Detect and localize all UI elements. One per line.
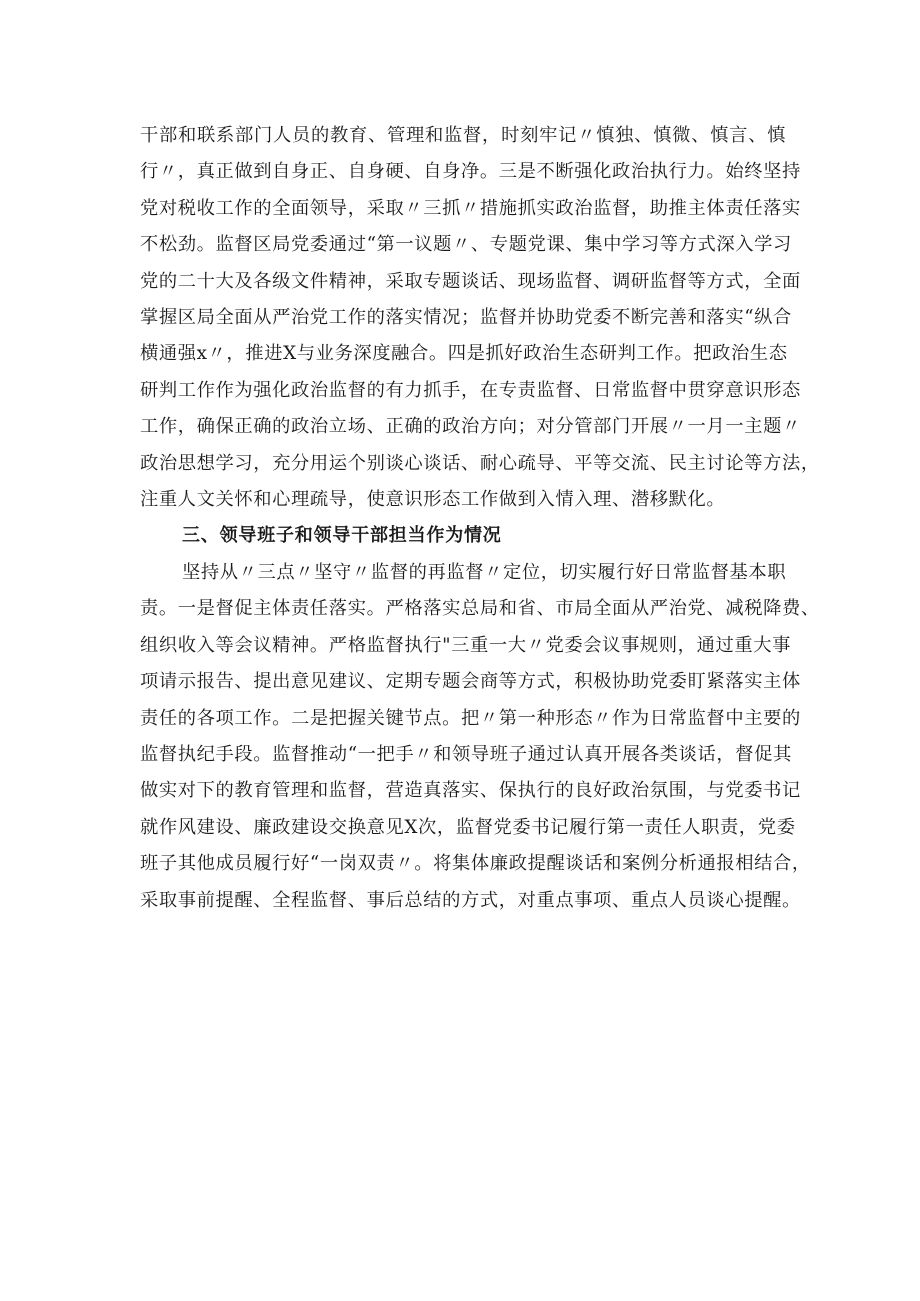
text-line: 干部和联系部门人员的教育、管理和监督，时刻牢记〃慎独、慎微、慎言、慎	[140, 125, 786, 146]
text-line: 横通强x〃，推进X与业务深度融合。四是抓好政治生态研判工作。把政治生态	[140, 343, 788, 365]
text-line: 责。一是督促主体责任落实。严格落实总局和省、市局全面从严治党、减税降费、	[140, 598, 820, 620]
text-line: 注重人文关怀和心理疏导，使意识形态工作做到入情入理、潜移默化。	[140, 489, 726, 511]
text-line: 采取事前提醒、全程监督、事后总结的方式，对重点事项、重点人员谈心提醒。	[140, 889, 801, 911]
text-line: 班子其他成员履行好“一岗双责〃。将集体廉政提醒谈话和案例分析通报相结合，	[140, 853, 811, 875]
text-line: 行〃，真正做到自身正、自身硬、自身净。三是不断强化政治执行力。始终坚持	[140, 161, 801, 183]
text-line: 就作风建设、廉政建设交换意见X次，监督党委书记履行第一责任人职责，党委	[140, 816, 796, 838]
text-line: 不松劲。监督区局党委通过“第一议题〃、专题党课、集中学习等方式深入学习	[140, 234, 792, 256]
text-line: 掌握区局全面从严治党工作的落实情况；监督并协助党委不断完善和落实“纵合	[140, 307, 792, 329]
text-line: 项请示报告、提出意见建议、定期专题会商等方式，积极协助党委盯紧落实主体	[140, 671, 801, 693]
text-line: 党对税收工作的全面领导，采取〃三抓〃措施抓实政治监督，助推主体责任落实	[140, 197, 801, 219]
text-line: 责任的各项工作。二是把握关键节点。把〃第一种形态〃作为日常监督中主要的	[140, 707, 801, 729]
text-line: 坚持从〃三点〃坚守〃监督的再监督〃定位，切实履行好日常监督基本职	[182, 561, 787, 583]
text-line: 组织收入等会议精神。严格监督执行"三重一大〃党委会议事规则，通过重大事	[140, 634, 791, 656]
text-line: 研判工作作为强化政治监督的有力抓手，在专责监督、日常监督中贯穿意识形态	[140, 379, 801, 401]
paragraph-leadership-responsibility	[140, 555, 820, 919]
text-line: 监督执纪手段。监督推动“一把手〃和领导班子通过认真开展各类谈话，督促其	[140, 743, 792, 765]
text-line: 工作，确保正确的政治立场、正确的政治方向；对分管部门开展〃一月一主题〃	[140, 416, 801, 438]
text-line: 政治思想学习，充分用运个别谈心谈话、耐心疏导、平等交流、民主讨论等方法，	[140, 452, 820, 474]
section-heading: 三、领导班子和领导干部担当作为情况	[182, 525, 502, 547]
paragraph-political-supervision	[140, 118, 820, 518]
text-line: 党的二十大及各级文件精神，采取专题谈话、现场监督、调研监督等方式，全面	[140, 270, 801, 292]
text-line: 做实对下的教育管理和监督，营造真落实、保执行的良好政治氛围，与党委书记	[140, 780, 801, 802]
document-body	[140, 118, 820, 919]
